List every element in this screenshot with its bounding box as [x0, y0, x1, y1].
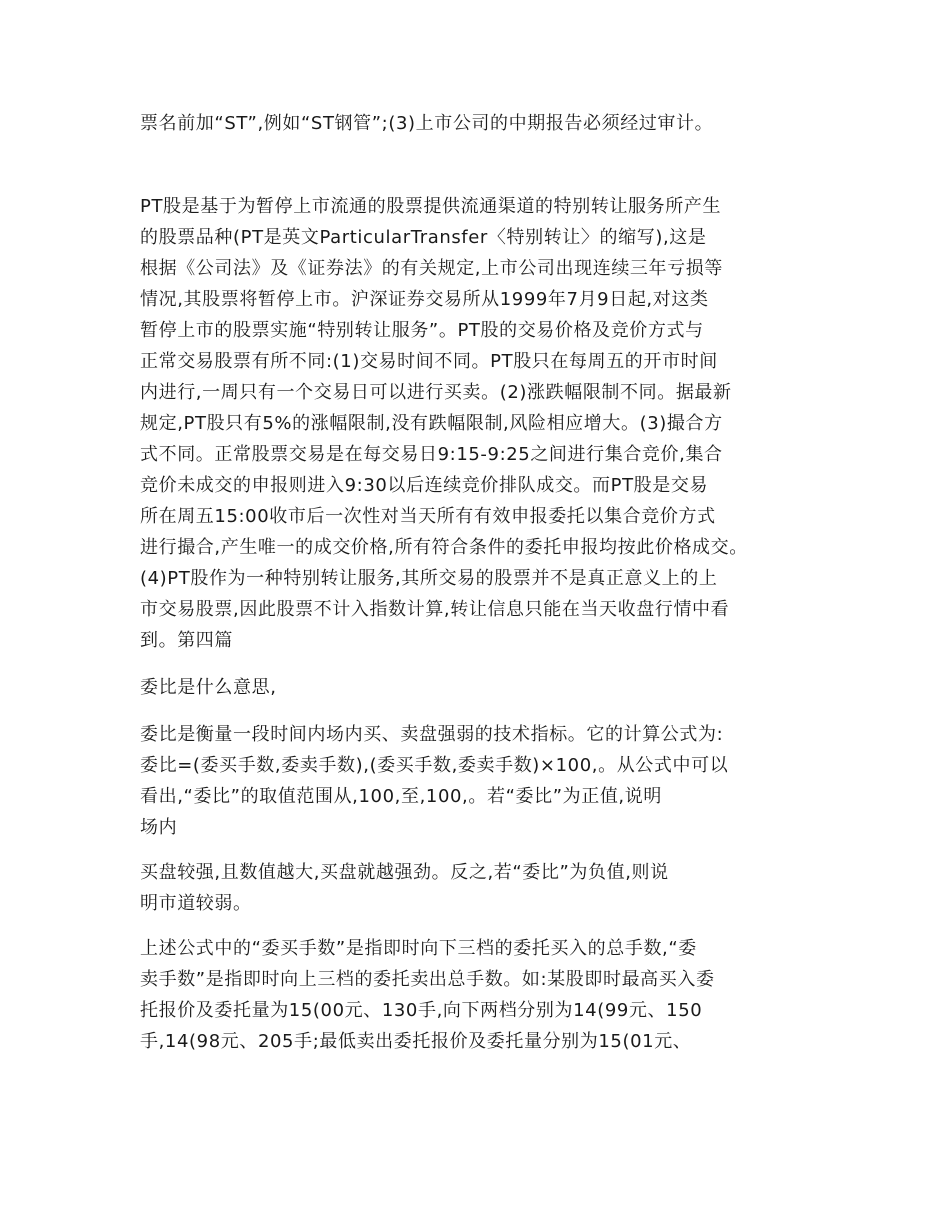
- text-line: 市交易股票,因此股票不计入指数计算,转让信息只能在当天收盘行情中看: [140, 599, 730, 620]
- text-line: 上述公式中的“委买手数”是指即时向下三档的委托买入的总手数,“委: [140, 938, 697, 959]
- text-line: 情况,其股票将暂停上市。沪深证券交易所从1999年7月9日起,对这类: [140, 289, 709, 310]
- text-line: 委比是什么意思,: [140, 677, 277, 698]
- text-line: 托报价及委托量为15(00元、130手,向下两档分别为14(99元、150: [140, 1000, 703, 1021]
- text-line: 式不同。正常股票交易是在每交易日9:15-9:25之间进行集合竞价,集合: [140, 444, 723, 465]
- text-line: 卖手数”是指即时向上三档的委托卖出总手数。如:某股即时最高买入委: [140, 969, 715, 990]
- paragraph-weibi-question: [140, 672, 812, 703]
- text-line: 的股票品种(PT是英文ParticularTransfer〈特别转让〉的缩写),这是: [140, 227, 707, 248]
- text-line: 规定,PT股只有5%的涨幅限制,没有跌幅限制,风险相应增大。(3)撮合方: [140, 413, 723, 434]
- text-line: 所在周五15:00收市后一次性对当天所有有效申报委托以集合竞价方式: [140, 506, 716, 527]
- paragraph-weibi-example: [140, 933, 812, 1057]
- paragraph-st-stock: [140, 108, 812, 139]
- text-line: 看出,“委比”的取值范围从,100,至,100,。若“委比”为正值,说明: [140, 786, 662, 807]
- text-line: 到。第四篇: [140, 630, 233, 651]
- text-line: 进行撮合,产生唯一的成交价格,所有符合条件的委托申报均按此价格成交。: [140, 537, 748, 558]
- text-line: 票名前加“ST”,例如“ST钢管”;(3)上市公司的中期报告必须经过审计。: [140, 113, 714, 134]
- text-line: 暂停上市的股票实施“特别转让服务”。PT股的交易价格及竞价方式与: [140, 320, 704, 341]
- text-line: 场内: [140, 817, 178, 838]
- paragraph-pt-stock: [140, 191, 812, 656]
- text-line: 手,14(98元、205手;最低卖出委托报价及委托量分别为15(01元、: [140, 1031, 692, 1052]
- text-line: 委比是衡量一段时间内场内买、卖盘强弱的技术指标。它的计算公式为:: [140, 724, 724, 745]
- document-page: [140, 108, 812, 1057]
- text-line: 正常交易股票有所不同:(1)交易时间不同。PT股只在每周五的开市时间: [140, 351, 718, 372]
- text-line: PT股是基于为暂停上市流通的股票提供流通渠道的特别转让服务所产生: [140, 196, 722, 217]
- text-line: 委比=(委买手数,委卖手数),(委买手数,委卖手数)×100,。从公式中可以: [140, 755, 729, 776]
- paragraph-weibi-meaning: [140, 857, 812, 919]
- paragraph-weibi-formula: [140, 719, 812, 843]
- text-line: 明市道较弱。: [140, 893, 252, 914]
- text-line: 根据《公司法》及《证券法》的有关规定,上市公司出现连续三年亏损等: [140, 258, 723, 279]
- text-line: 买盘较强,且数值越大,买盘就越强劲。反之,若“委比”为负值,则说: [140, 862, 669, 883]
- text-line: (4)PT股作为一种特别转让服务,其所交易的股票并不是真正意义上的上: [140, 568, 718, 589]
- text-line: 竞价未成交的申报则进入9:30以后连续竞价排队成交。而PT股是交易: [140, 475, 709, 496]
- text-line: 内进行,一周只有一个交易日可以进行买卖。(2)涨跌幅限制不同。据最新: [140, 382, 732, 403]
